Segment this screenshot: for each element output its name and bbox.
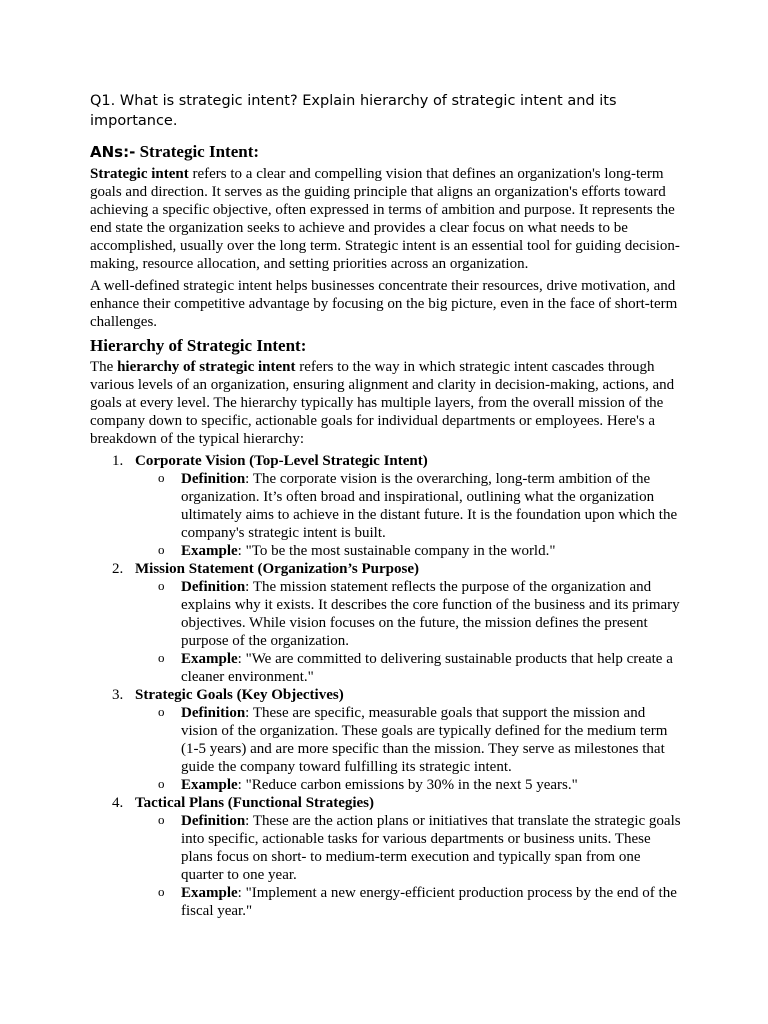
bullet-icon: o	[158, 884, 165, 899]
example-text: : "We are committed to delivering sustainable products that help create a cleaner environment."	[181, 651, 673, 685]
answer-heading	[90, 141, 682, 163]
definition-item	[135, 470, 682, 542]
level-number: 1.	[112, 453, 124, 469]
definition-text: : These are specific, measurable goals that support the mission and vision of the organization. These goals are typically defined for the medium term (1-5 years) and are more specific than the mission. They serve as milestones that guide the company toward fulfilling its strategic intent.	[181, 705, 668, 775]
bullet-icon: o	[158, 578, 165, 593]
example-text: : "Implement a new energy-efficient production process by the end of the fiscal year."	[181, 885, 677, 919]
bullet-icon: o	[158, 704, 165, 719]
example-label: Example	[181, 885, 238, 901]
hierarchy-level-3	[90, 686, 682, 794]
bullet-icon: o	[158, 542, 165, 557]
example-label: Example	[181, 651, 238, 667]
level-title: Strategic Goals (Key Objectives)	[135, 687, 344, 703]
definition-text: : The mission statement reflects the purpose of the organization and explains why it exists. It describes the core function of the business and its primary objectives. While vision focuses on the future, the mission defines the present purpose of the organization.	[181, 579, 680, 649]
intro-bold-term: Strategic intent	[90, 166, 189, 182]
answer-title: Strategic Intent:	[139, 142, 260, 161]
example-item	[135, 776, 682, 794]
example-text: : "Reduce carbon emissions by 30% in the next 5 years."	[237, 777, 578, 793]
level-details	[135, 704, 682, 794]
definition-label: Definition	[181, 579, 246, 595]
level-details	[135, 470, 682, 560]
hierarchy-pre: The	[90, 359, 118, 375]
bullet-icon: o	[158, 650, 165, 665]
level-title: Corporate Vision (Top-Level Strategic Intent)	[135, 453, 428, 469]
example-item	[135, 650, 682, 686]
hierarchy-text: refers to the way in which strategic intent cascades through various levels of an organization, ensuring alignment and clarity in decision-making, actions, and goals at every level. The hierarchy typically has multiple layers, from the overall mission of the company down to specific, actionable goals for individual departments or employees. Here's a breakdown of the typical hierarchy:	[90, 359, 675, 447]
level-number: 4.	[112, 795, 124, 811]
document-body	[90, 91, 682, 920]
hierarchy-paragraph	[90, 358, 682, 448]
example-item	[135, 884, 682, 920]
level-details	[135, 578, 682, 686]
example-text: : "To be the most sustainable company in the world."	[237, 543, 556, 559]
definition-label: Definition	[181, 705, 246, 721]
example-item	[135, 542, 682, 560]
hierarchy-list	[90, 452, 682, 920]
definition-label: Definition	[181, 813, 246, 829]
example-label: Example	[181, 543, 238, 559]
hierarchy-level-4	[90, 794, 682, 920]
definition-item	[135, 812, 682, 884]
hierarchy-heading: Hierarchy of Strategic Intent:	[90, 336, 307, 355]
level-title: Mission Statement (Organization’s Purpose)	[135, 561, 420, 577]
bullet-icon: o	[158, 812, 165, 827]
definition-text: : The corporate vision is the overarching, long-term ambition of the organization. It’s often broad and inspirational, outlining what the organization ultimately aims to achieve in the distant future. It is the foundation upon which the company's strategic intent is built.	[181, 471, 678, 541]
definition-label: Definition	[181, 471, 246, 487]
definition-item	[135, 578, 682, 650]
intro-paragraph	[90, 165, 682, 273]
hierarchy-level-2	[90, 560, 682, 686]
second-paragraph: A well-defined strategic intent helps businesses concentrate their resources, drive motivation, and enhance their competitive advantage by focusing on the big picture, even in the face of short-term challenges.	[90, 278, 678, 330]
definition-item	[135, 704, 682, 776]
example-label: Example	[181, 777, 238, 793]
bullet-icon: o	[158, 776, 165, 791]
level-title: Tactical Plans (Functional Strategies)	[135, 795, 375, 811]
definition-text: : These are the action plans or initiatives that translate the strategic goals into specific, actionable tasks for various departments or business units. These plans focus on short- to medium-term execution and typically span from one quarter to one year.	[181, 813, 681, 883]
level-number: 3.	[112, 687, 124, 703]
intro-text: refers to a clear and compelling vision that defines an organization's long-term goals and direction. It serves as the guiding principle that aligns an organization's efforts toward achieving a specific objective, often expressed in terms of ambition and purpose. It represents the end state the organization seeks to achieve and provides a clear focus on what needs to be accomplished, usually over the long term. Strategic intent is an essential tool for guiding decision-making, resource allocation, and setting priorities across an organization.	[90, 166, 680, 272]
question-text: Q1. What is strategic intent? Explain hierarchy of strategic intent and its importance.	[90, 93, 617, 129]
bullet-icon: o	[158, 470, 165, 485]
level-details	[135, 812, 682, 920]
hierarchy-level-1	[90, 452, 682, 560]
level-number: 2.	[112, 561, 124, 577]
hierarchy-bold-term: hierarchy of strategic intent	[117, 359, 296, 375]
answer-prefix: ANs:-	[90, 143, 136, 161]
